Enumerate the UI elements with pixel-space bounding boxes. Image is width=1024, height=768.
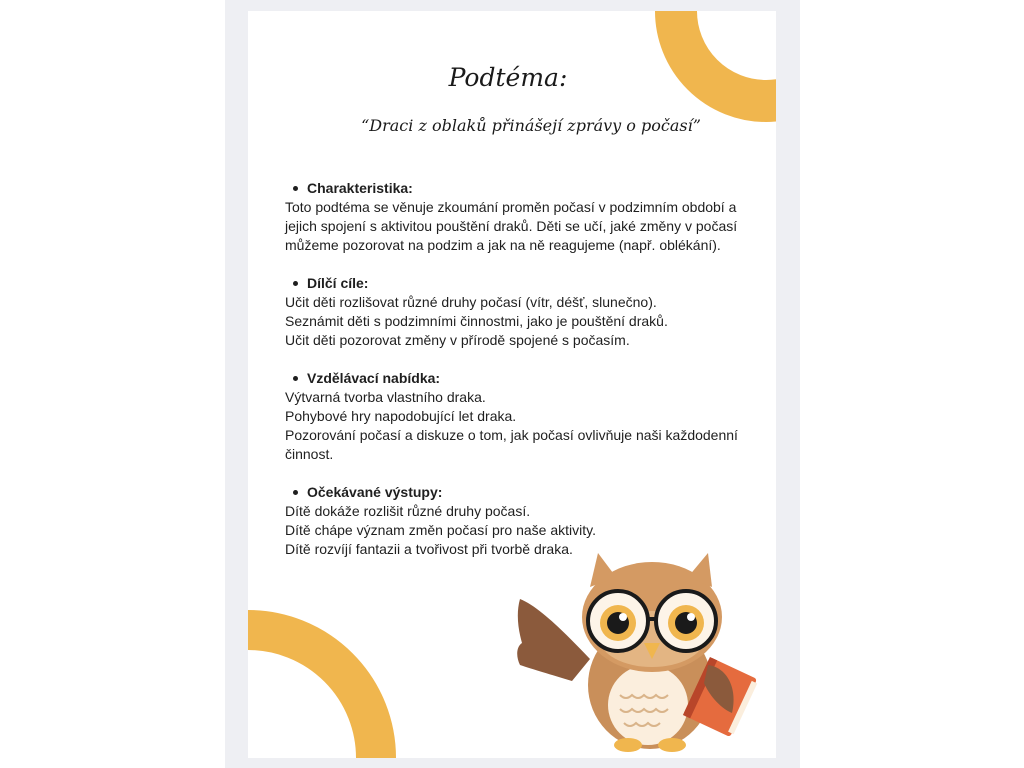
- text-line: činnost.: [285, 446, 334, 462]
- section-heading: Vzdělávací nabídka:: [285, 369, 765, 388]
- text-line: jejich spojení s aktivitou pouštění draků. Děti se učí, jaké změny v počasí: [285, 218, 738, 234]
- section-heading: Očekávané výstupy:: [285, 483, 765, 502]
- section-charakteristika: [285, 179, 765, 255]
- text-line: Dítě dokáže rozlišit různé druhy počasí.: [285, 503, 531, 519]
- section-heading: Dílčí cíle:: [285, 274, 765, 293]
- content-body: [285, 179, 765, 578]
- section-heading: Charakteristika:: [285, 179, 765, 198]
- section-dilci-cile: [285, 274, 765, 350]
- text-line: můžeme pozorovat na podzim a jak na ně reagujeme (např. oblékání).: [285, 237, 721, 253]
- page-subtitle: “Draci z oblaků přinášejí zprávy o počasí”: [361, 116, 701, 135]
- text-line: Toto podtéma se věnuje zkoumání proměn počasí v podzimním období a: [285, 199, 737, 215]
- text-line: Pohybové hry napodobující let draka.: [285, 408, 517, 424]
- decorative-arc-bottom-left: [248, 608, 408, 758]
- text-line: Výtvarná tvorba vlastního draka.: [285, 389, 486, 405]
- text-line: Dítě chápe význam změn počasí pro naše aktivity.: [285, 522, 596, 538]
- text-line: Pozorování počasí a diskuze o tom, jak počasí ovlivňuje naši každodenní: [285, 427, 738, 443]
- text-line: Dítě rozvíjí fantazii a tvořivost při tvorbě draka.: [285, 541, 573, 557]
- text-line: Učit děti pozorovat změny v přírodě spojené s počasím.: [285, 332, 630, 348]
- page-title: Podtéma:: [448, 63, 568, 92]
- owl-illustration-icon: [512, 547, 762, 752]
- text-line: Učit děti rozlišovat různé druhy počasí (vítr, déšť, slunečno).: [285, 294, 657, 310]
- document-page: [248, 11, 776, 758]
- section-vzdelavaci-nabidka: [285, 369, 765, 464]
- text-line: Seznámit děti s podzimními činnostmi, jako je pouštění draků.: [285, 313, 668, 329]
